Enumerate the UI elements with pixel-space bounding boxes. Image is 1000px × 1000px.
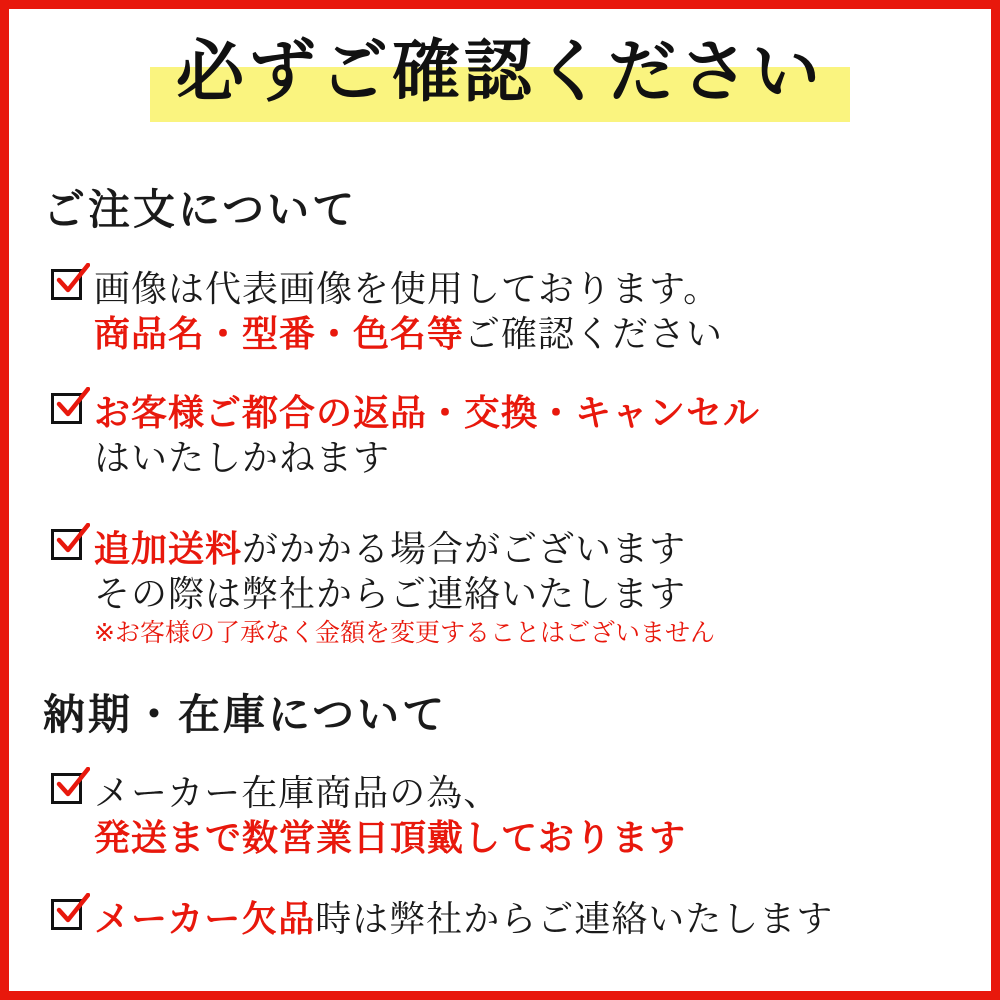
text-run-red: メーカー欠品 (94, 899, 316, 940)
check-icon (51, 269, 88, 306)
content-area (9, 9, 991, 991)
page-title-text: 必ずご確認ください (175, 33, 824, 112)
list-item-line (94, 436, 961, 481)
text-run: メーカー在庫商品の為、 (94, 773, 501, 814)
border-top (0, 0, 1000, 9)
list-item (51, 771, 961, 861)
list-item-line (94, 267, 961, 312)
page-title (9, 33, 991, 112)
text-run: 時は弊社からご連絡いたします (315, 899, 834, 940)
text-run-note: ※お客様の了承なく金額を変更することはございません (94, 618, 715, 647)
check-icon (51, 899, 88, 936)
list-item-lines (94, 527, 961, 650)
text-run: 画像は代表画像を使用しております。 (94, 269, 721, 310)
check-icon (51, 529, 88, 566)
list-item-line (94, 572, 961, 617)
text-run: はいたしかねます (94, 438, 391, 479)
list-item-line (94, 312, 961, 357)
text-run: ご確認ください (464, 314, 724, 355)
list-item (51, 527, 961, 650)
check-icon (51, 773, 88, 810)
section-heading-stock: 納期・在庫について (43, 690, 448, 739)
list-item-line (94, 771, 961, 816)
text-run-red: 商品名・型番・色名等 (94, 314, 465, 355)
list-item (51, 897, 961, 942)
list-item-lines (94, 267, 961, 357)
text-run-red: 発送まで数営業日頂戴しております (94, 818, 687, 859)
border-left (0, 0, 9, 1000)
text-run: がかかる場合がございます (242, 529, 687, 570)
list-item (51, 267, 961, 357)
list-item-line (94, 527, 961, 572)
section-heading-order: ご注文について (43, 185, 358, 234)
border-right (991, 0, 1000, 1000)
list-item-note (94, 617, 961, 650)
list-item-lines (94, 897, 961, 942)
list-item-line (94, 897, 961, 942)
check-icon (51, 393, 88, 430)
list-item-line (94, 391, 961, 436)
border-bottom (0, 991, 1000, 1000)
text-run-red: お客様ご都合の返品・交換・キャンセル (94, 393, 761, 434)
list-item (51, 391, 961, 481)
text-run: その際は弊社からご連絡いたします (94, 574, 687, 615)
list-item-lines (94, 771, 961, 861)
text-run-red: 追加送料 (94, 529, 243, 570)
list-item-lines (94, 391, 961, 481)
list-item-line (94, 816, 961, 861)
